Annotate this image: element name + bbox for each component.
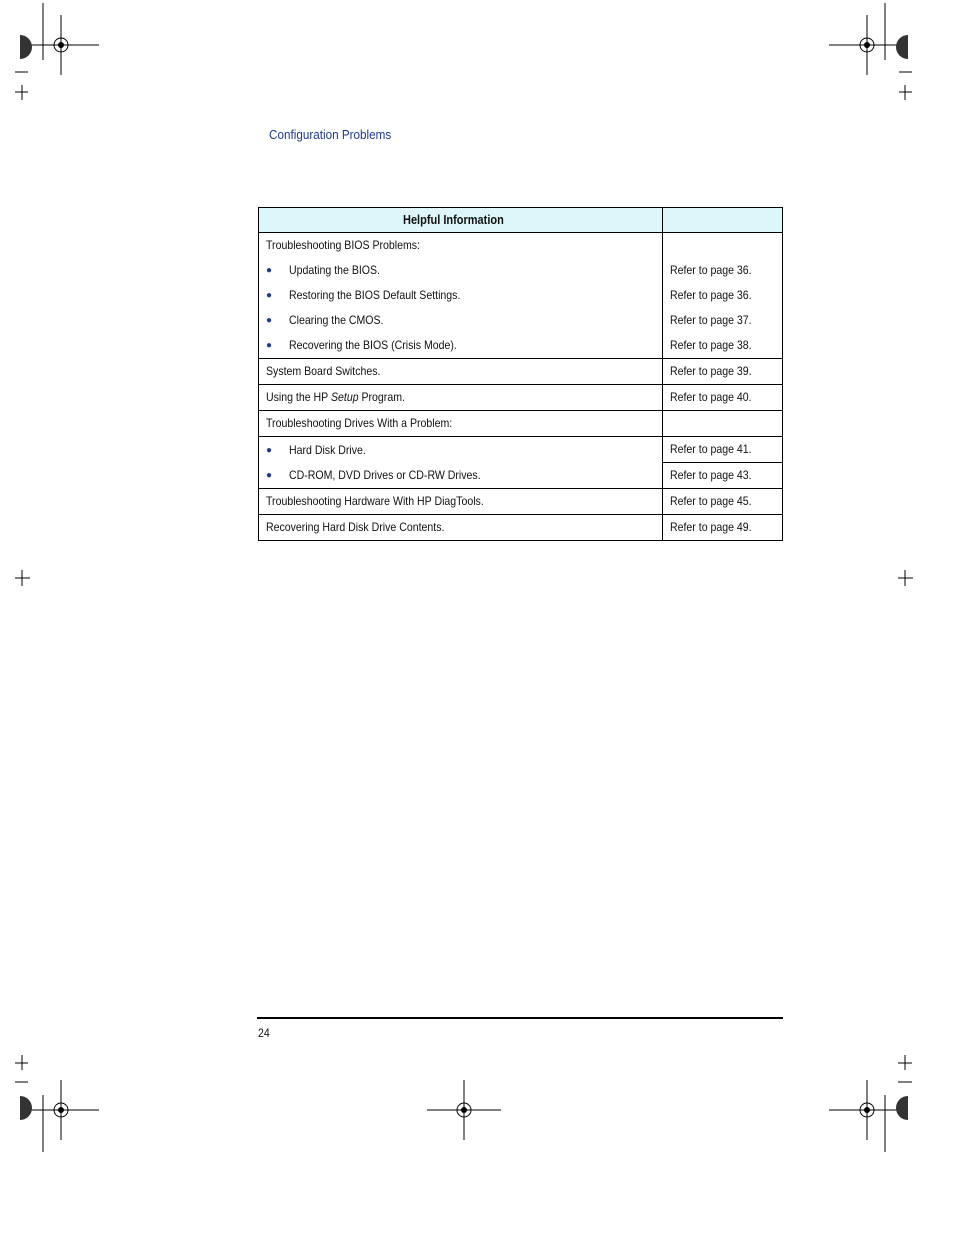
page-reference: Refer to page 37. [670, 313, 752, 327]
bullet-icon: ● [266, 315, 273, 326]
bios-ref-cell [663, 233, 783, 359]
header-helpful-information: Helpful Information [259, 208, 663, 233]
diagtools-label: Troubleshooting Hardware With HP DiagTools. [266, 494, 484, 508]
table-row-bios [259, 233, 783, 359]
table-header-row [259, 208, 783, 233]
list-item: ● Hard Disk Drive. [266, 438, 655, 463]
bullet-icon: ● [266, 290, 273, 301]
page-reference: Refer to page 38. [670, 338, 752, 352]
page-reference: Refer to page 43. [670, 468, 752, 482]
recovery-label: Recovering Hard Disk Drive Contents. [266, 520, 445, 534]
header-reference [663, 208, 783, 233]
list-item: ● Updating the BIOS. [266, 258, 655, 283]
page-number: 24 [258, 1026, 270, 1040]
bios-group-title: Troubleshooting BIOS Problems: [266, 238, 420, 252]
table-row [259, 359, 783, 385]
page-reference: Refer to page 40. [670, 390, 752, 404]
table-row [259, 385, 783, 411]
section-title: Configuration Problems [269, 127, 392, 142]
list-item: ● Recovering the BIOS (Crisis Mode). [266, 333, 655, 358]
page-reference: Refer to page 39. [670, 364, 752, 378]
page-reference: Refer to page 36. [670, 288, 752, 302]
table-row [259, 489, 783, 515]
list-item: ● Clearing the CMOS. [266, 308, 655, 333]
page-reference: Refer to page 41. [670, 442, 752, 456]
bullet-icon: ● [266, 340, 273, 351]
setup-label: Using the HP Setup Program. [266, 390, 405, 404]
table-row-drives [259, 437, 783, 463]
switches-label: System Board Switches. [266, 364, 381, 378]
bios-group-cell [259, 233, 663, 359]
bullet-icon: ● [266, 265, 273, 276]
bullet-icon: ● [266, 444, 273, 456]
bullet-icon: ● [266, 469, 273, 481]
page-reference: Refer to page 45. [670, 494, 752, 508]
table-row [259, 411, 783, 437]
footer-rule [257, 1017, 783, 1019]
list-item: ● CD-ROM, DVD Drives or CD-RW Drives. [266, 463, 655, 488]
drives-group-title: Troubleshooting Drives With a Problem: [266, 416, 453, 430]
helpful-information-table [258, 207, 783, 541]
list-item: ● Restoring the BIOS Default Settings. [266, 283, 655, 308]
page-reference: Refer to page 49. [670, 520, 752, 534]
table-row [259, 515, 783, 541]
page-reference: Refer to page 36. [670, 263, 752, 277]
